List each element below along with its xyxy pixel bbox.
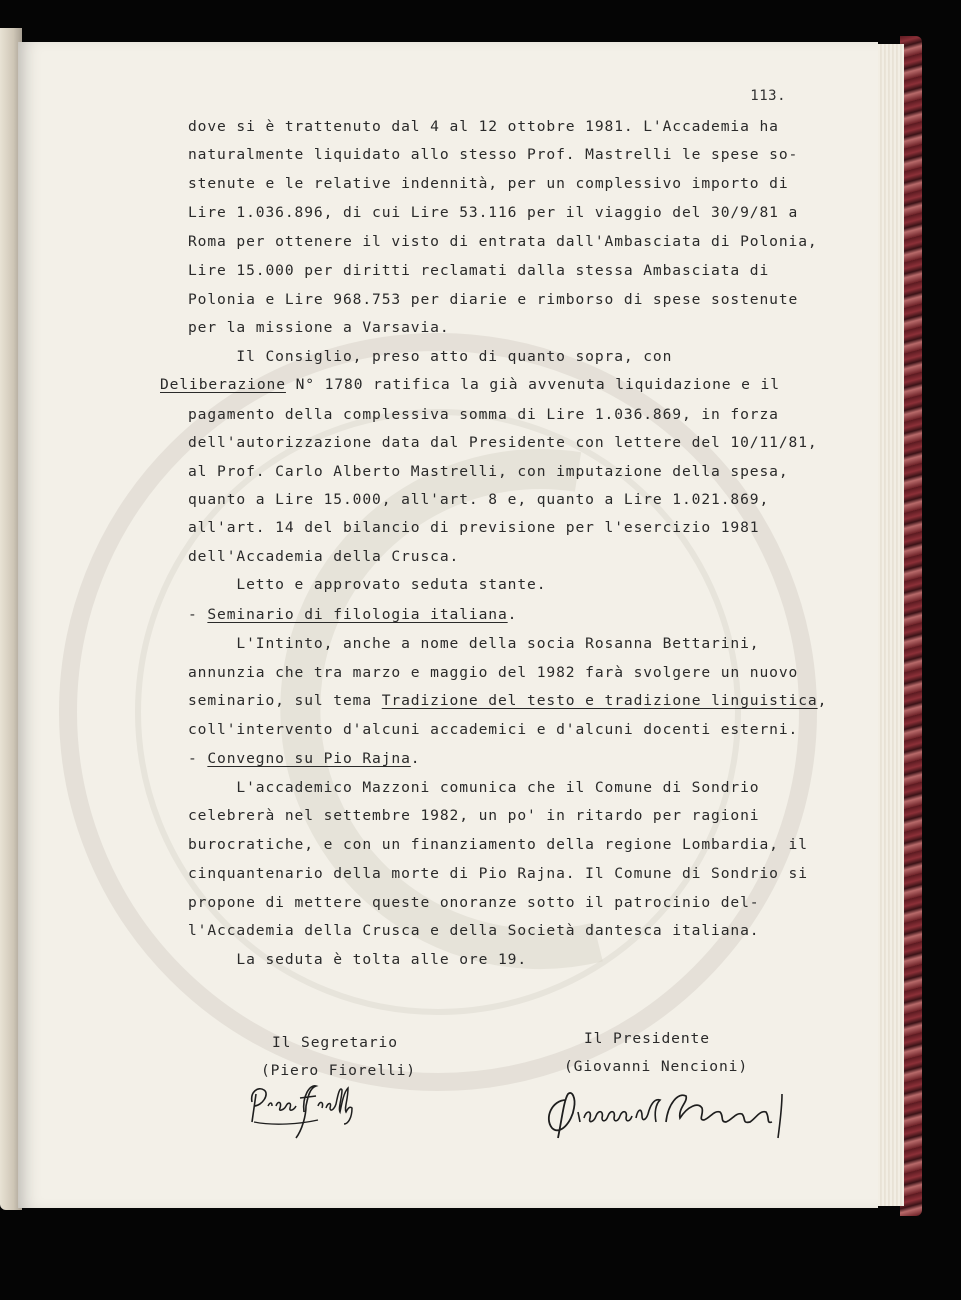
- text-segment: Polonia e Lire 968.753 per diarie e rimborso di spese sostenute: [188, 291, 799, 308]
- text-segment: -: [188, 750, 208, 767]
- president-title: Il Presidente: [584, 1030, 710, 1047]
- text-segment: L'accademico Mazzoni comunica che il Comune di Sondrio: [188, 779, 760, 796]
- text-line: [188, 779, 759, 797]
- text-line: [188, 576, 546, 594]
- text-segment: Lire 15.000 per diritti reclamati dalla stessa Ambasciata di: [188, 262, 770, 279]
- text-segment: propone di mettere queste onoranze sotto il patrocinio del-: [188, 894, 760, 911]
- text-segment: quanto a Lire 15.000, all'art. 8 e, quanto a Lire 1.021.869,: [188, 491, 770, 508]
- text-line: [188, 606, 517, 624]
- text-line: [188, 491, 769, 509]
- text-segment: burocratiche, e con un finanziamento della regione Lombardia, il: [188, 836, 808, 853]
- text-segment: .: [507, 606, 518, 623]
- text-segment: annunzia che tra marzo e maggio del 1982 farà svolgere un nuovo: [188, 664, 799, 681]
- text-line: [188, 118, 779, 136]
- text-line: [188, 233, 818, 251]
- text-segment: al Prof. Carlo Alberto Mastrelli, con imputazione della spesa,: [188, 463, 789, 480]
- page-stack-edge: [874, 44, 904, 1206]
- text-segment: coll'intervento d'alcuni accademici e d'alcuni docenti esterni.: [188, 721, 799, 738]
- secretary-name: (Piero Fiorelli): [261, 1062, 416, 1079]
- text-segment: per la missione a Varsavia.: [188, 319, 450, 336]
- underlined-heading: Deliberazione: [160, 376, 286, 393]
- text-segment: l'Accademia della Crusca e della Società dantesca italiana.: [188, 922, 760, 939]
- text-line: [188, 865, 808, 883]
- text-line: [188, 463, 789, 481]
- body-text: [18, 42, 878, 1208]
- text-segment: pagamento della complessiva somma di Lire 1.036.869, in forza: [188, 406, 779, 423]
- text-line: [188, 434, 818, 452]
- text-segment: dell'autorizzazione data dal Presidente con lettere del 10/11/81,: [188, 434, 818, 451]
- text-segment: La seduta è tolta alle ore 19.: [188, 951, 528, 968]
- text-segment: .: [410, 750, 421, 767]
- text-segment: Il Consiglio, preso atto di quanto sopra, con: [188, 348, 673, 365]
- text-line: [188, 664, 798, 682]
- text-line: [188, 635, 759, 653]
- text-line: [188, 692, 827, 710]
- text-line: [188, 721, 798, 739]
- text-segment: -: [188, 606, 208, 623]
- text-line: [188, 146, 798, 164]
- text-line: [188, 291, 798, 309]
- text-segment: naturalmente liquidato allo stesso Prof. Mastrelli le spese so-: [188, 146, 799, 163]
- underlined-heading: Convegno su Pio Rajna: [207, 750, 411, 767]
- page-number: 113.: [750, 88, 786, 104]
- text-line: [188, 519, 759, 537]
- text-line: [188, 348, 672, 366]
- text-segment: cinquantenario della morte di Pio Rajna. Il Comune di Sondrio si: [188, 865, 808, 882]
- text-line: [188, 204, 798, 222]
- text-segment: Lire 1.036.896, di cui Lire 53.116 per il viaggio del 30/9/81 a: [188, 204, 799, 221]
- text-line: [160, 376, 780, 394]
- document-page: [18, 42, 878, 1208]
- text-segment: seminario, sul tema: [188, 692, 382, 709]
- text-segment: dove si è trattenuto dal 4 al 12 ottobre 1981. L'Accademia ha: [188, 118, 779, 135]
- underlined-heading: Tradizione del testo e tradizione linguistica: [381, 692, 818, 709]
- text-segment: celebrerà nel settembre 1982, un po' in ritardo per ragioni: [188, 807, 760, 824]
- text-segment: N° 1780 ratifica la già avvenuta liquidazione e il: [285, 376, 780, 393]
- text-line: [188, 894, 759, 912]
- text-segment: Letto e approvato seduta stante.: [188, 576, 547, 593]
- president-signature: [538, 1078, 798, 1148]
- text-line: [188, 951, 527, 969]
- secretary-signature: [244, 1072, 364, 1144]
- text-segment: L'Intinto, anche a nome della socia Rosanna Bettarini,: [188, 635, 760, 652]
- text-segment: dell'Accademia della Crusca.: [188, 548, 460, 565]
- text-line: [188, 319, 450, 337]
- text-segment: ,: [817, 692, 828, 709]
- text-line: [188, 406, 779, 424]
- text-segment: stenute e le relative indennità, per un complessivo importo di: [188, 175, 789, 192]
- text-line: [188, 262, 769, 280]
- text-line: [188, 836, 808, 854]
- text-line: [188, 548, 459, 566]
- underlined-heading: Seminario di filologia italiana: [207, 606, 508, 623]
- text-line: [188, 922, 759, 940]
- secretary-title: Il Segretario: [272, 1034, 398, 1051]
- text-segment: all'art. 14 del bilancio di previsione per l'esercizio 1981: [188, 519, 760, 536]
- text-segment: Roma per ottenere il visto di entrata dall'Ambasciata di Polonia,: [188, 233, 818, 250]
- text-line: [188, 175, 789, 193]
- text-line: [188, 750, 420, 768]
- text-line: [188, 807, 759, 825]
- president-name: (Giovanni Nencioni): [564, 1058, 749, 1075]
